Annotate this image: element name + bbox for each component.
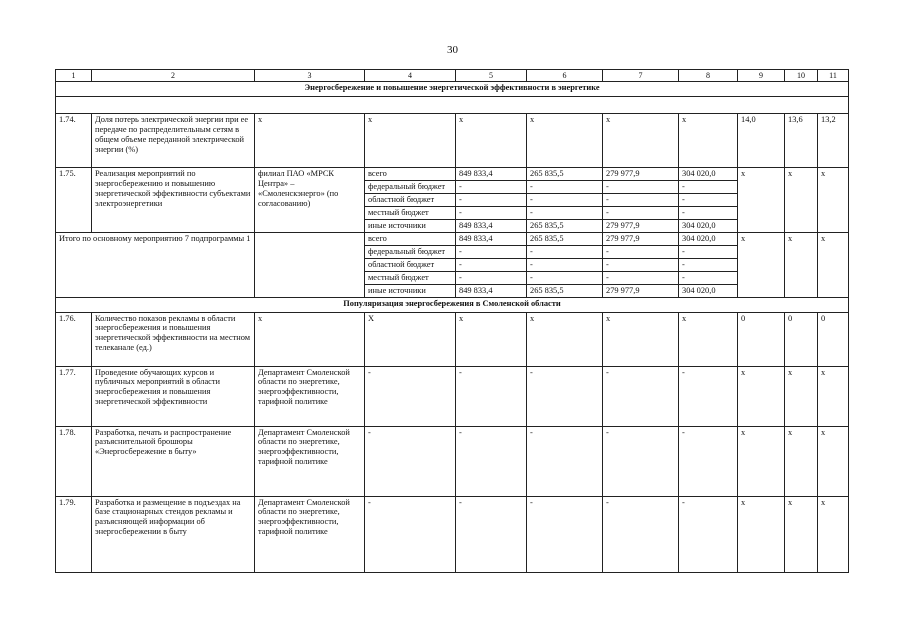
table-cell: -: [603, 426, 679, 496]
table-cell: 265 835,5: [527, 284, 603, 297]
table-cell: -: [679, 496, 738, 572]
funding-label: областной бюджет: [365, 258, 456, 271]
table-cell: 849 833,4: [456, 232, 527, 245]
table-cell: 265 835,5: [527, 220, 603, 233]
table-cell: -: [456, 496, 527, 572]
program-table: [55, 69, 849, 573]
table-cell: -: [603, 194, 679, 207]
table-cell: 279 977,9: [603, 284, 679, 297]
column-header: 11: [818, 70, 849, 82]
table-cell: -: [527, 194, 603, 207]
table-cell: 13,6: [785, 114, 818, 168]
table-cell: x: [818, 168, 849, 233]
table-cell: x: [785, 366, 818, 426]
table-cell: x: [785, 168, 818, 233]
table-cell: 304 020,0: [679, 168, 738, 181]
column-header: 9: [738, 70, 785, 82]
column-header: 10: [785, 70, 818, 82]
table-cell: x: [818, 366, 849, 426]
column-header: 8: [679, 70, 738, 82]
table-cell: x: [456, 312, 527, 366]
row-title: Проведение обучающих курсов и публичных мероприятий в области энергосбережения и повышения энергетической эффективности: [92, 366, 255, 426]
funding-label: местный бюджет: [365, 207, 456, 220]
table-cell: 265 835,5: [527, 232, 603, 245]
table-cell: 849 833,4: [456, 168, 527, 181]
executor-cell: Департамент Смоленской области по энергетике, энергоэффективности, тарифной политике: [255, 426, 365, 496]
table-cell: 0: [785, 312, 818, 366]
funding-label: местный бюджет: [365, 271, 456, 284]
table-cell: 279 977,9: [603, 232, 679, 245]
table-cell: x: [679, 312, 738, 366]
row-title: Разработка и размещение в подъездах на базе стационарных стендов рекламы и разъясняющей информации об энергосбережении в быту: [92, 496, 255, 572]
table-cell: x: [738, 168, 785, 233]
table-cell: -: [603, 496, 679, 572]
row-number: 1.78.: [56, 426, 92, 496]
table-cell: 304 020,0: [679, 284, 738, 297]
table-cell: -: [527, 366, 603, 426]
table-cell: -: [679, 271, 738, 284]
table-cell: -: [527, 496, 603, 572]
executor-cell: x: [255, 312, 365, 366]
table-cell: x: [785, 496, 818, 572]
table-row: [56, 496, 849, 572]
table-cell: -: [365, 366, 456, 426]
table-cell: -: [456, 258, 527, 271]
table-cell: -: [679, 426, 738, 496]
table-cell: 304 020,0: [679, 220, 738, 233]
row-number: 1.76.: [56, 312, 92, 366]
table-cell: x: [785, 426, 818, 496]
column-header: 1: [56, 70, 92, 82]
table-cell: -: [679, 194, 738, 207]
row-number: 1.77.: [56, 366, 92, 426]
executor-cell: [255, 232, 365, 297]
table-row: [56, 366, 849, 426]
row-title: Разработка, печать и распространение разъяснительной брошюры «Энергосбережение в быту»: [92, 426, 255, 496]
table-cell: x: [456, 114, 527, 168]
funding-label: иные источники: [365, 220, 456, 233]
table-cell: -: [603, 181, 679, 194]
section-row: [56, 82, 849, 97]
table-cell: 13,2: [818, 114, 849, 168]
table-cell: -: [679, 245, 738, 258]
table-cell: 0: [738, 312, 785, 366]
row-number: 1.74.: [56, 114, 92, 168]
column-header: 3: [255, 70, 365, 82]
page-number: 30: [447, 44, 458, 56]
table-cell: 849 833,4: [456, 220, 527, 233]
table-row: [56, 114, 849, 168]
executor-cell: Департамент Смоленской области по энергетике, энергоэффективности, тарифной политике: [255, 496, 365, 572]
table-cell: -: [456, 366, 527, 426]
table-cell: x: [527, 114, 603, 168]
table-cell: 265 835,5: [527, 168, 603, 181]
table-cell: -: [456, 207, 527, 220]
table-cell: -: [679, 207, 738, 220]
section-title-energy: Энергосбережение и повышение энергетической эффективности в энергетике: [56, 82, 849, 97]
table-row: [56, 312, 849, 366]
table-cell: x: [738, 232, 785, 297]
table-cell: 14,0: [738, 114, 785, 168]
table-cell: x: [603, 114, 679, 168]
table-cell: -: [527, 181, 603, 194]
row-number: 1.79.: [56, 496, 92, 572]
table-cell: -: [679, 181, 738, 194]
column-header: 7: [603, 70, 679, 82]
table-cell: x: [818, 426, 849, 496]
section-title-popularization: Популяризация энергосбережения в Смоленской области: [56, 297, 849, 312]
funding-label: иные источники: [365, 284, 456, 297]
row-title: Количество показов рекламы в области энергосбережения и повышения энергетической эффективности на местном телеканале (ед.): [92, 312, 255, 366]
table-cell: x: [738, 496, 785, 572]
table-cell: x: [818, 232, 849, 297]
funding-label: федеральный бюджет: [365, 181, 456, 194]
table-cell: -: [365, 426, 456, 496]
executor-cell: x: [255, 114, 365, 168]
table-cell: -: [456, 245, 527, 258]
column-header: 6: [527, 70, 603, 82]
section-row: [56, 297, 849, 312]
subtotal-title: Итого по основному мероприятию 7 подпрограммы 1: [56, 232, 255, 297]
table-cell: -: [527, 426, 603, 496]
table-cell: -: [527, 207, 603, 220]
table-cell: x: [785, 232, 818, 297]
table-cell: -: [603, 258, 679, 271]
table-cell: x: [679, 114, 738, 168]
table-cell: -: [603, 271, 679, 284]
table-cell: x: [527, 312, 603, 366]
table-cell: -: [456, 181, 527, 194]
column-header-row: [56, 70, 849, 82]
table-cell: -: [527, 258, 603, 271]
table-cell: x: [738, 426, 785, 496]
table-cell: -: [456, 194, 527, 207]
table-cell: -: [527, 271, 603, 284]
column-header: 5: [456, 70, 527, 82]
row-title: Доля потерь электрической энергии при ее передаче по распределительным сетям в общем объеме переданной электрической энергии (%): [92, 114, 255, 168]
table-cell: 304 020,0: [679, 232, 738, 245]
row-title: Реализация мероприятий по энергосбережению и повышению энергетической эффективности субъектами электроэнергетики: [92, 168, 255, 233]
table-cell: -: [603, 366, 679, 426]
table-cell: x: [818, 496, 849, 572]
column-header: 2: [92, 70, 255, 82]
spacer-row: [56, 97, 849, 114]
table-cell: -: [456, 271, 527, 284]
table-row: [56, 426, 849, 496]
table-cell: -: [603, 207, 679, 220]
funding-label: областной бюджет: [365, 194, 456, 207]
table-cell: 0: [818, 312, 849, 366]
table-cell: x: [365, 114, 456, 168]
table-cell: x: [603, 312, 679, 366]
table-cell: -: [365, 496, 456, 572]
table-row: [56, 168, 849, 181]
table-cell: -: [679, 366, 738, 426]
executor-cell: Департамент Смоленской области по энергетике, энергоэффективности, тарифной политике: [255, 366, 365, 426]
table-cell: 279 977,9: [603, 220, 679, 233]
table-cell: -: [679, 258, 738, 271]
table-cell: 279 977,9: [603, 168, 679, 181]
column-header: 4: [365, 70, 456, 82]
table-cell: x: [738, 366, 785, 426]
funding-label: всего: [365, 232, 456, 245]
table-cell: -: [603, 245, 679, 258]
funding-label: федеральный бюджет: [365, 245, 456, 258]
funding-label: всего: [365, 168, 456, 181]
executor-cell: филиал ПАО «МРСК Центра» – «Смоленскэнерго» (по согласованию): [255, 168, 365, 233]
table-cell: 849 833,4: [456, 284, 527, 297]
table-cell: -: [456, 426, 527, 496]
table-cell: -: [527, 245, 603, 258]
table-cell: X: [365, 312, 456, 366]
row-number: 1.75.: [56, 168, 92, 233]
table-row: [56, 232, 849, 245]
